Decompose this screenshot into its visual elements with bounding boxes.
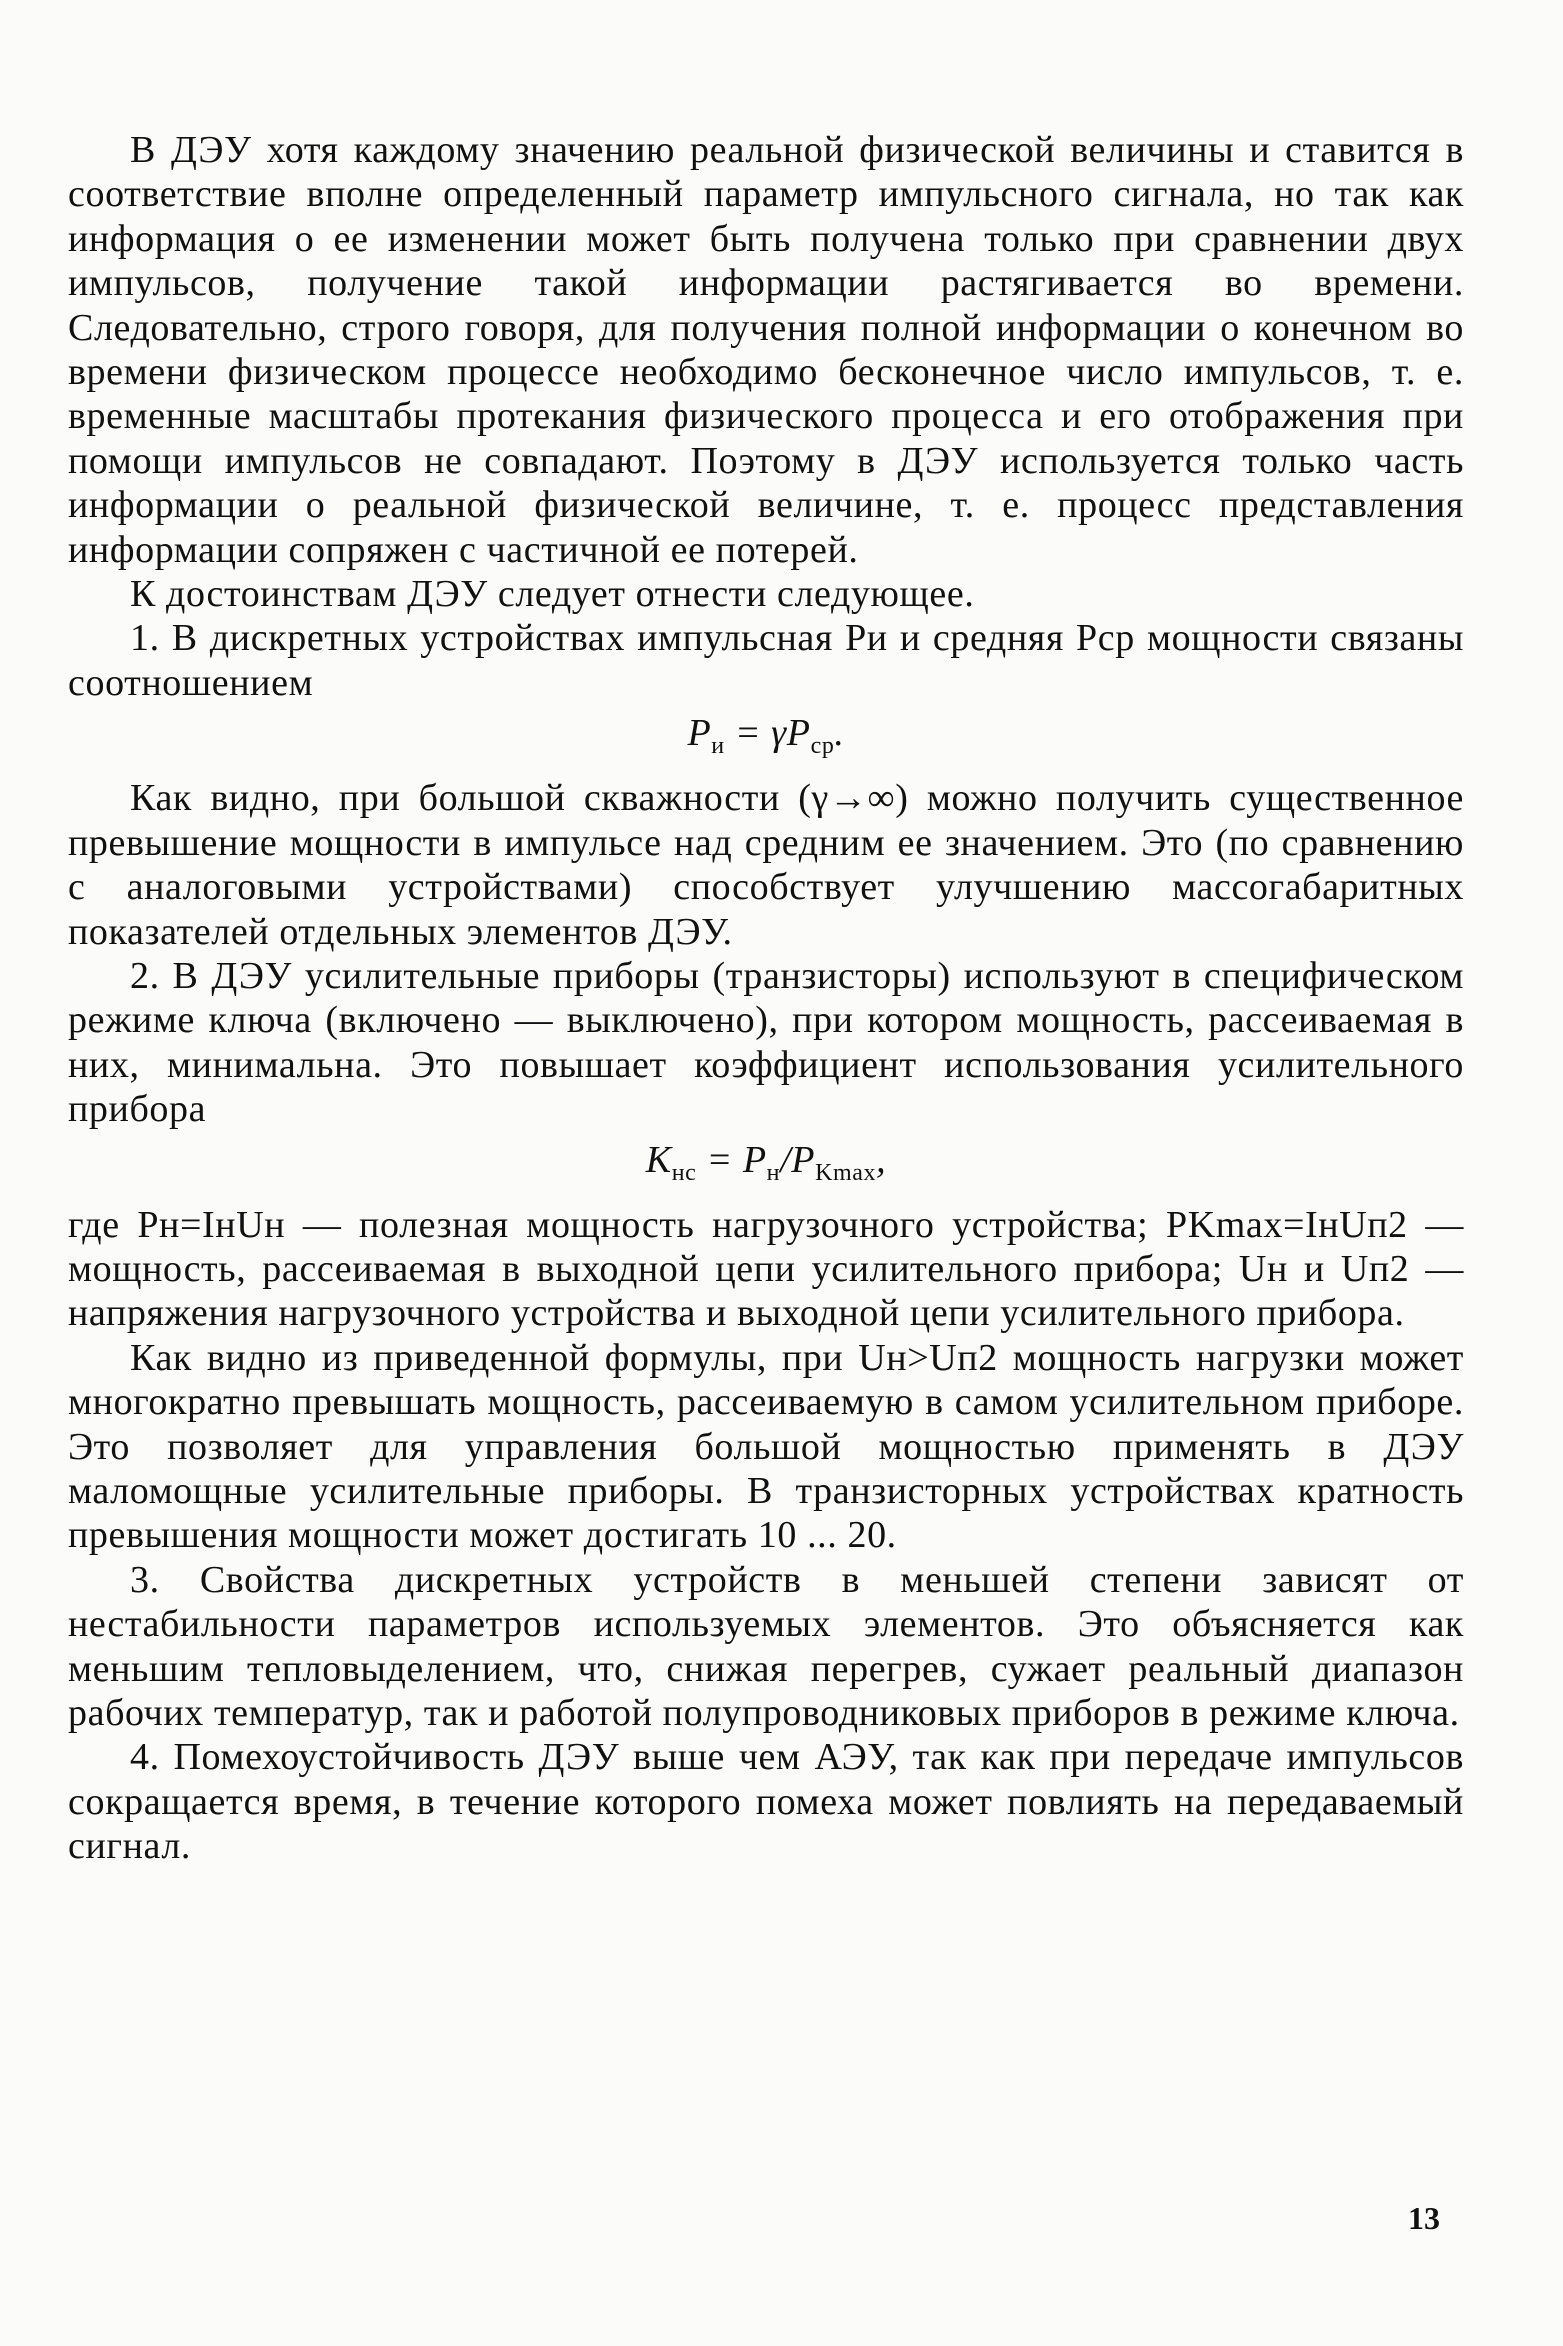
formula-usage-coefficient	[68, 1134, 1464, 1199]
formula2-eq: =	[696, 1138, 743, 1181]
paragraph-item-2-definitions: где Pн=IнUн — полезная мощность нагрузочного устройства; PKmax=IнUп2 — мощность, рассеиваемая в выходной цепи усилительного прибора; Uн и Uп2 — напряжения нагрузочного устройства и выходной цепи усилительного прибора.	[68, 1203, 1464, 1335]
paragraph-item-2-explanation: Как видно из приведенной формулы, при Uн>Uп2 мощность нагрузки может многократно превышать мощность, рассеиваемую в самом усилительном приборе. Это позволяет для управления большой мощностью применять в ДЭУ маломощные усилительные приборы. В транзисторных устройствах кратность превышения мощности может достигать 10 ... 20.	[68, 1336, 1464, 1557]
formula1-eq: = γ	[724, 712, 787, 755]
formula2-num: P	[742, 1138, 767, 1181]
paragraph-advantages-heading: К достоинствам ДЭУ следует отнести следующее.	[130, 573, 975, 616]
formula2-lhs: K	[645, 1138, 672, 1181]
formula1-rhs: P	[786, 712, 811, 755]
body-text	[68, 128, 1464, 1869]
formula2-num-sub: н	[766, 1159, 781, 1186]
formula1-lhs-sub: и	[711, 733, 725, 760]
formula2-den-sub: Kmax	[815, 1159, 877, 1186]
formula1-end: .	[834, 712, 845, 755]
paragraph-item-1: 1. В дискретных устройствах импульсная Pи и средняя Pср мощности связаны соотношением	[68, 617, 1464, 704]
formula2-lhs-sub: нс	[671, 1159, 697, 1186]
formula2-den: P	[791, 1138, 816, 1181]
page-number: 13	[1408, 2200, 1440, 2236]
formula2-slash: /	[780, 1138, 792, 1181]
formula-power-ratio	[68, 707, 1464, 772]
paragraph-item-4: 4. Помехоустойчивость ДЭУ выше чем АЭУ, так как при передаче импульсов сокращается время, в течение которого помеха может повлиять на передаваемый сигнал.	[68, 1736, 1464, 1868]
paragraph-item-2: 2. В ДЭУ усилительные приборы (транзисторы) используют в специфическом режиме ключа (включено — выключено), при котором мощность, рассеиваемая в них, минимальна. Это повышает коэффициент использования усилительного прибора	[68, 954, 1464, 1131]
formula1-lhs: P	[687, 712, 712, 755]
formula1-rhs-sub: ср	[810, 733, 835, 760]
formula2-end: ,	[876, 1138, 887, 1181]
paragraph-item-1-explanation: Как видно, при большой скважности (γ→∞) можно получить существенное превышение мощности в импульсе над средним ее значением. Это (по сравнению с аналоговыми устройствами) способствует улучшению массогабаритных показателей отдельных элементов ДЭУ.	[68, 777, 1464, 953]
paragraph-intro: В ДЭУ хотя каждому значению реальной физической величины и ставится в соответствие вполне определенный параметр импульсного сигнала, но так как информация о ее изменении может быть получена только при сравнении двух импульсов, получение такой информации растягивается во времени. Следовательно, строго говоря, для получения полной информации о конечном во времени физическом процессе необходимо бесконечное число импульсов, т. е. временные масштабы протекания физического процесса и его отображения при помощи импульсов не совпадают. Поэтому в ДЭУ используется только часть информации о реальной физической величине, т. е. процесс представления информации сопряжен с частичной ее потерей.	[68, 129, 1464, 571]
paragraph-item-3: 3. Свойства дискретных устройств в меньшей степени зависят от нестабильности параметров используемых элементов. Это объясняется как меньшим тепловыделением, что, снижая перегрев, сужает реальный диапазон рабочих температур, так и работой полупроводниковых приборов в режиме ключа.	[68, 1558, 1464, 1734]
